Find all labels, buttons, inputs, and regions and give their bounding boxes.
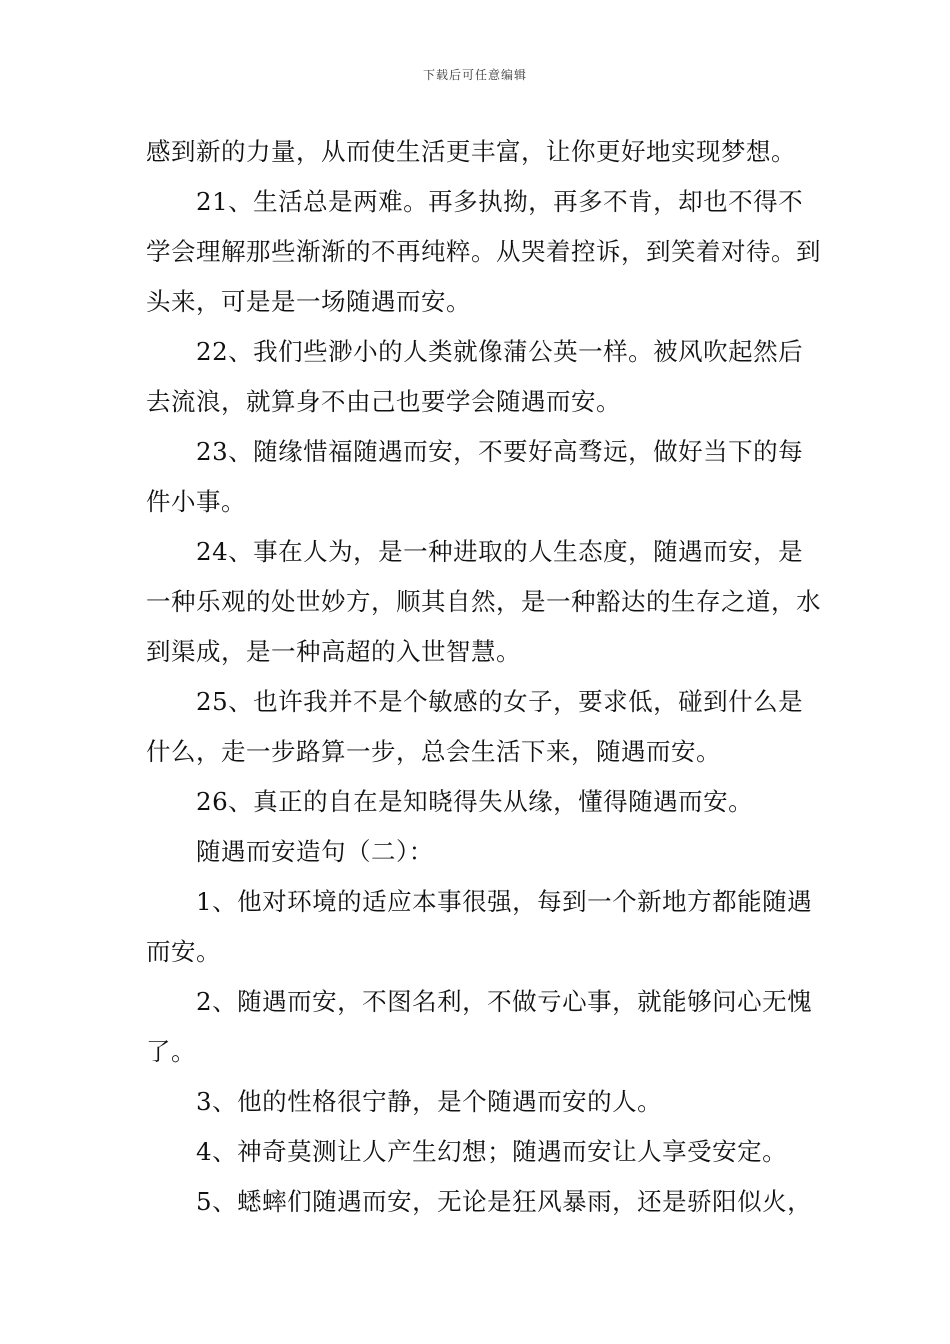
paragraph-25: 25、也许我并不是个敏感的女子，要求低，碰到什么是什么，走一步路算一步，总会生活下来，随遇而安。 (146, 687, 804, 766)
paragraph-26: 26、真正的自在是知晓得失从缘，懂得随遇而安。 (196, 787, 754, 816)
paragraph-4: 4、神奇莫测让人产生幻想；随遇而安让人享受安定。 (196, 1137, 788, 1166)
paragraph-1: 1、他对环境的适应本事很强，每到一个新地方都能随遇而安。 (146, 887, 813, 966)
paragraph-23: 23、随缘惜福随遇而安，不要好高骛远，做好当下的每件小事。 (146, 437, 804, 516)
paragraph-continuation: 感到新的力量，从而使生活更丰富，让你更好地实现梦想。 (146, 137, 796, 166)
page-header-note: 下载后可任意编辑 (422, 68, 527, 82)
document-body (146, 127, 826, 1227)
paragraph-21: 21、生活总是两难。再多执拗，再多不肯，却也不得不学会理解那些渐渐的不再纯粹。从哭着控诉，到笑着对待。到头来，可是是一场随遇而安。 (146, 187, 821, 316)
paragraph-24: 24、事在人为，是一种进取的人生态度，随遇而安，是一种乐观的处世妙方，顺其自然，是一种豁达的生存之道，水到渠成，是一种高超的入世智慧。 (146, 537, 821, 666)
paragraph-22: 22、我们些渺小的人类就像蒲公英一样。被风吹起然后去流浪，就算身不由己也要学会随遇而安。 (146, 337, 804, 416)
paragraph-3: 3、他的性格很宁静，是个随遇而安的人。 (196, 1087, 663, 1116)
section-heading: 随遇而安造句（二）： (196, 837, 434, 866)
paragraph-2: 2、随遇而安，不图名利，不做亏心事，就能够问心无愧了。 (146, 987, 813, 1066)
paragraph-5: 5、蟋蟀们随遇而安，无论是狂风暴雨，还是骄阳似火， (196, 1187, 813, 1216)
